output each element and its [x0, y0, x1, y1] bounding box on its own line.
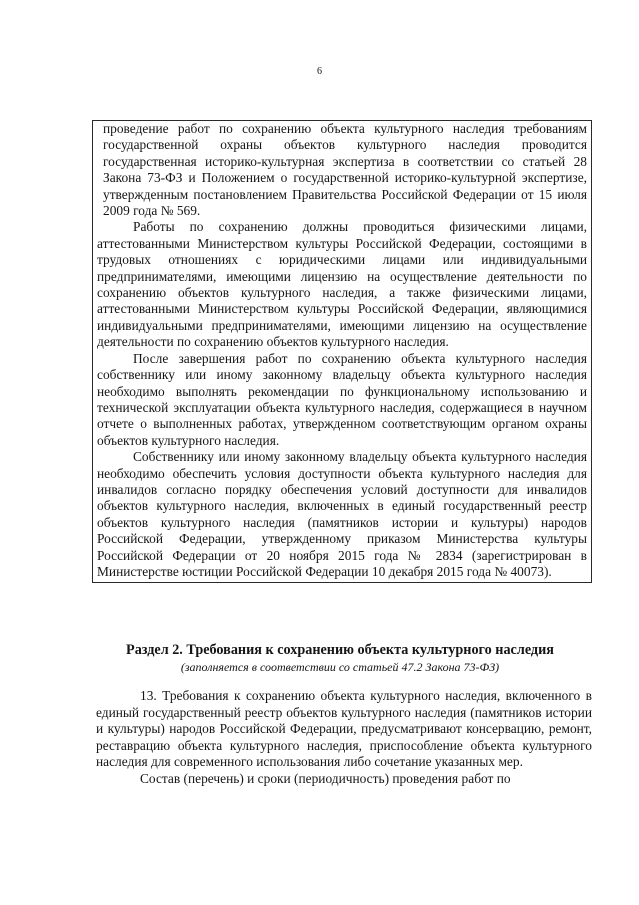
box-paragraph-4: Собственнику или иному законному владельцу объекта культурного наследия необходимо обеспечить условия доступности объекта культурного наследия для инвалидов согласно порядку обеспечения условий доступности для инвалидов объектов культурного наследия, включенных в единый государственный реестр объектов культурного наследия (памятников истории и культуры) народов Российской Федерации, утвержденному приказом Министерства культуры Российской Федерации от 20 ноября 2015 года № 2834 (зарегистрирован в Министерстве юстиции Российской Федерации 10 декабря 2015 года № 40073).: [97, 449, 587, 579]
page-number: 6: [317, 66, 322, 77]
body-paragraph-2: Состав (перечень) и сроки (периодичность) проведения работ по: [140, 770, 511, 786]
section-title: Раздел 2. Требования к сохранению объекта культурного наследия: [126, 642, 554, 658]
box-paragraph-1: проведение работ по сохранению объекта культурного наследия требованиям государственной охраны объектов культурного наследия проводится государственная историко-культурная экспертиза в соответствии со статьей 28 Закона 73-ФЗ и Положением о государственной историко-культурной экспертизе, утвержденным постановлением Правительства Российской Федерации от 15 июля 2009 года № 569.: [103, 121, 587, 219]
body-text: [96, 688, 592, 788]
body-paragraph-1: 13. Требования к сохранению объекта культурного наследия, включенного в единый государственный реестр объектов культурного наследия (памятников истории и культуры) народов Российской Федерации, предусматривают консервацию, ремонт, реставрацию объекта культурного наследия, приспособление объекта культурного наследия для современного использования либо сочетание указанных мер.: [96, 688, 592, 770]
box-paragraph-2: Работы по сохранению должны проводиться физическими лицами, аттестованными Министерством культуры Российской Федерации, состоящими в трудовых отношениях с юридическими лицами или индивидуальными предпринимателями, имеющими лицензию на осуществление деятельности по сохранению объектов культурного наследия, а также физическими лицами, аттестованными Министерством культуры Российской Федерации, являющимися индивидуальными предпринимателями, имеющими лицензию на осуществление деятельности по сохранению объектов культурного наследия.: [97, 219, 587, 350]
bordered-text-block: [92, 120, 592, 583]
box-paragraph-3: После завершения работ по сохранению объекта культурного наследия собственнику или иному законному владельцу объекта культурного наследия необходимо выполнять рекомендации по функциональному использованию и технической эксплуатации объекта культурного наследия, содержащиеся в научном отчете о выполненных работах, утвержденном соответствующим органом охраны объектов культурного наследия.: [97, 350, 587, 448]
section-subtitle: (заполняется в соответствии со статьей 47.2 Закона 73-ФЗ): [180, 660, 500, 674]
